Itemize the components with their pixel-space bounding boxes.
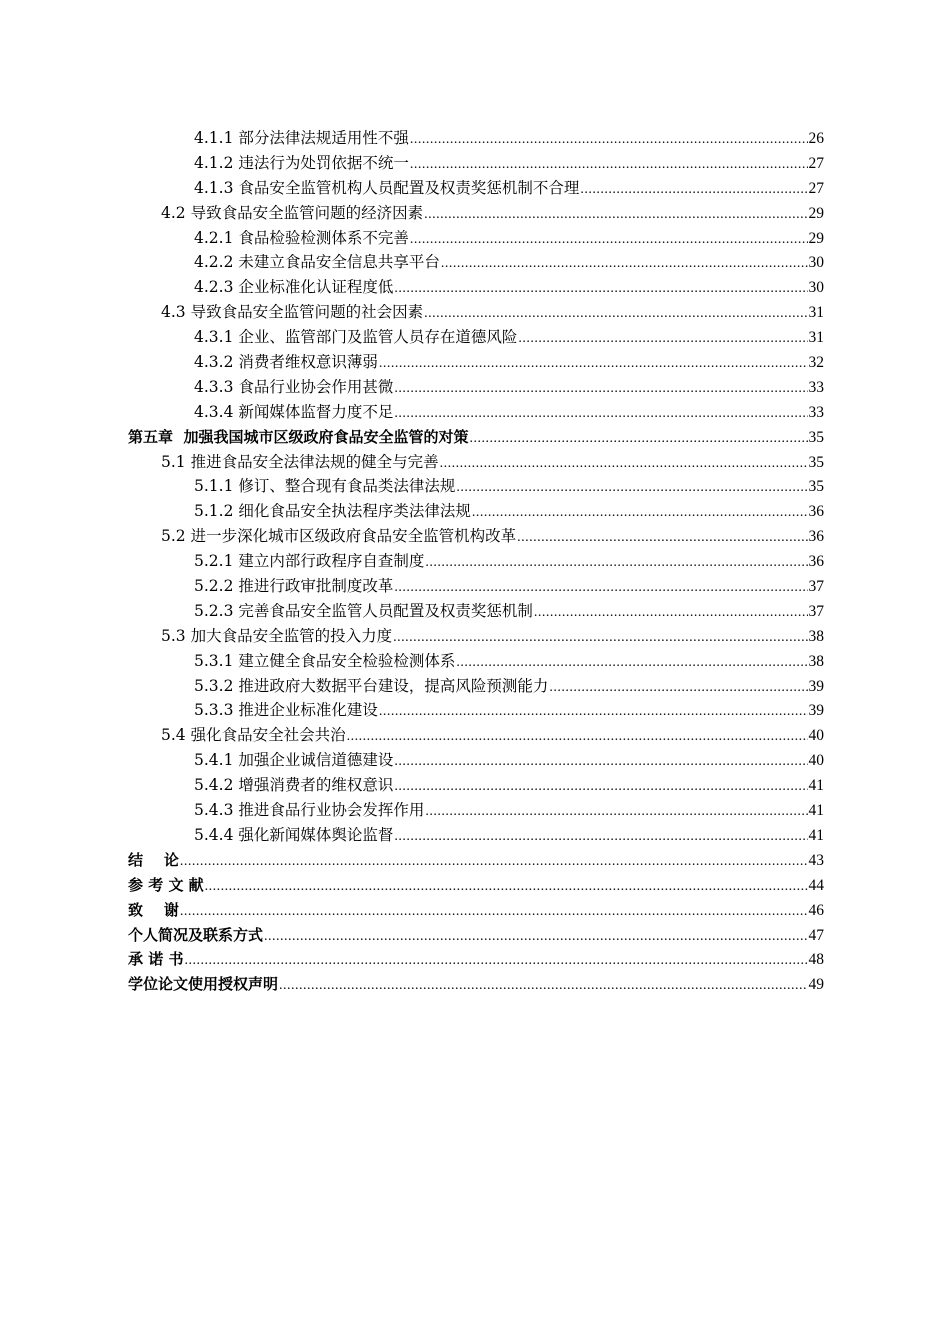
toc-entry-title: 4.1.3 食品安全监管机构人员配置及权责奖惩机制不合理 xyxy=(194,178,580,197)
toc-entry[interactable] xyxy=(128,698,824,723)
toc-entry-page-number: 31 xyxy=(808,304,824,322)
toc-entry-page-number: 44 xyxy=(808,876,824,894)
toc-entry-page-number: 38 xyxy=(808,652,824,670)
toc-entry-title: 5.3 加大食品安全监管的投入力度 xyxy=(161,626,393,645)
toc-dot-leader xyxy=(379,700,808,725)
toc-entry[interactable] xyxy=(128,499,824,524)
toc-entry[interactable] xyxy=(128,400,824,425)
toc-entry-page-number: 39 xyxy=(808,702,824,720)
toc-entry-page-number: 30 xyxy=(808,254,824,272)
toc-entry-title: 5.3.1 建立健全食品安全检验检测体系 xyxy=(194,651,456,670)
toc-entry[interactable] xyxy=(128,574,824,599)
toc-dot-leader xyxy=(456,651,807,676)
toc-entry-page-number: 37 xyxy=(808,602,824,620)
toc-entry[interactable] xyxy=(128,524,824,549)
toc-entry[interactable] xyxy=(128,748,824,773)
toc-entry-page-number: 48 xyxy=(808,951,824,969)
toc-dot-leader xyxy=(394,377,807,402)
toc-entry-page-number: 27 xyxy=(808,179,824,197)
toc-entry[interactable] xyxy=(128,873,824,898)
toc-dot-leader xyxy=(264,925,807,950)
toc-dot-leader xyxy=(394,277,807,302)
toc-entry-page-number: 43 xyxy=(808,851,824,869)
toc-dot-leader xyxy=(347,725,808,750)
toc-dot-leader xyxy=(517,526,807,551)
toc-entry[interactable] xyxy=(128,599,824,624)
toc-dot-leader xyxy=(472,501,808,526)
toc-entry[interactable] xyxy=(128,848,824,873)
toc-entry-page-number: 36 xyxy=(808,528,824,546)
toc-entry-page-number: 29 xyxy=(808,204,824,222)
toc-entry[interactable] xyxy=(128,300,824,325)
toc-entry-title: 4.2 导致食品安全监管问题的经济因素 xyxy=(161,203,424,222)
toc-dot-leader xyxy=(410,128,808,153)
toc-entry-title: 5.1.1 修订、整合现有食品类法律法规 xyxy=(194,477,456,496)
toc-entry[interactable] xyxy=(128,151,824,176)
toc-entry[interactable] xyxy=(128,275,824,300)
toc-entry-title: 4.2.2 未建立食品安全信息共享平台 xyxy=(194,253,440,272)
toc-entry-page-number: 41 xyxy=(808,802,824,820)
toc-dot-leader xyxy=(394,750,807,775)
toc-dot-leader xyxy=(205,875,808,900)
toc-dot-leader xyxy=(379,352,808,377)
toc-entry-title: 承 诺 书 xyxy=(128,950,184,969)
toc-entry[interactable] xyxy=(128,649,824,674)
toc-dot-leader xyxy=(456,476,807,501)
toc-entry-page-number: 35 xyxy=(808,478,824,496)
toc-entry-title: 4.3.3 食品行业协会作用甚微 xyxy=(194,377,394,396)
toc-dot-leader xyxy=(518,327,807,352)
toc-dot-leader xyxy=(180,850,808,875)
toc-entry-page-number: 33 xyxy=(808,378,824,396)
toc-entry-title: 4.3 导致食品安全监管问题的社会因素 xyxy=(161,303,424,322)
toc-entry-page-number: 39 xyxy=(808,677,824,695)
toc-entry[interactable] xyxy=(128,126,824,151)
toc-dot-leader xyxy=(549,676,807,701)
toc-entry-page-number: 40 xyxy=(808,752,824,770)
toc-entry-title: 5.4.2 增强消费者的维权意识 xyxy=(194,776,394,795)
toc-dot-leader xyxy=(580,178,807,203)
toc-dot-leader xyxy=(394,775,807,800)
toc-entry-page-number: 27 xyxy=(808,154,824,172)
toc-dot-leader xyxy=(440,452,808,477)
toc-entry-title: 5.1 推进食品安全法律法规的健全与完善 xyxy=(161,452,439,471)
toc-entry[interactable] xyxy=(128,773,824,798)
toc-entry-page-number: 29 xyxy=(808,229,824,247)
toc-entry-title: 致 谢 xyxy=(128,900,179,919)
toc-entry-title: 5.2.3 完善食品安全监管人员配置及权责奖惩机制 xyxy=(194,601,533,620)
toc-entry-page-number: 35 xyxy=(808,453,824,471)
toc-dot-leader xyxy=(424,203,807,228)
toc-entry[interactable] xyxy=(128,176,824,201)
toc-entry-page-number: 30 xyxy=(808,279,824,297)
toc-entry-title: 第五章 加强我国城市区级政府食品安全监管的对策 xyxy=(128,427,469,446)
toc-entry-page-number: 46 xyxy=(808,901,824,919)
toc-entry[interactable] xyxy=(128,972,824,997)
toc-entry-title: 5.2.1 建立内部行政程序自查制度 xyxy=(194,552,425,571)
toc-dot-leader xyxy=(425,551,807,576)
toc-entry-title: 4.3.4 新闻媒体监督力度不足 xyxy=(194,402,394,421)
toc-entry-title: 4.2.1 食品检验检测体系不完善 xyxy=(194,228,409,247)
toc-entry-title: 4.3.2 消费者维权意识薄弱 xyxy=(194,353,378,372)
toc-dot-leader xyxy=(393,626,807,651)
toc-entry-page-number: 36 xyxy=(808,503,824,521)
toc-dot-leader xyxy=(410,228,808,253)
toc-entry-title: 5.4.1 加强企业诚信道德建设 xyxy=(194,751,394,770)
toc-entry-title: 4.1.2 违法行为处罚依据不统一 xyxy=(194,153,409,172)
toc-entry-title: 学位论文使用授权声明 xyxy=(128,975,279,994)
toc-entry[interactable] xyxy=(128,823,824,848)
toc-entry-title: 个人简况及联系方式 xyxy=(128,925,264,944)
toc-entry-page-number: 33 xyxy=(808,403,824,421)
toc-entry-page-number: 36 xyxy=(808,553,824,571)
table-of-contents xyxy=(128,126,824,997)
toc-entry[interactable] xyxy=(128,549,824,574)
toc-dot-leader xyxy=(441,252,808,277)
toc-entry[interactable] xyxy=(128,798,824,823)
toc-entry-page-number: 41 xyxy=(808,777,824,795)
toc-entry[interactable] xyxy=(128,325,824,350)
toc-dot-leader xyxy=(180,900,808,925)
toc-dot-leader xyxy=(410,153,808,178)
toc-entry-page-number: 47 xyxy=(808,926,824,944)
toc-entry-title: 5.3.2 推进政府大数据平台建设，提高风险预测能力 xyxy=(194,676,549,695)
toc-entry-title: 结 论 xyxy=(128,850,179,869)
toc-entry-page-number: 35 xyxy=(808,428,824,446)
toc-dot-leader xyxy=(394,825,807,850)
toc-entry[interactable] xyxy=(128,425,824,450)
toc-entry[interactable] xyxy=(128,923,824,948)
toc-entry-page-number: 40 xyxy=(808,727,824,745)
toc-entry[interactable] xyxy=(128,474,824,499)
toc-entry-title: 4.3.1 企业、监管部门及监管人员存在道德风险 xyxy=(194,328,518,347)
toc-entry-title: 5.2 进一步深化城市区级政府食品安全监管机构改革 xyxy=(161,527,517,546)
toc-entry-title: 4.2.3 企业标准化认证程度低 xyxy=(194,278,394,297)
toc-entry-page-number: 38 xyxy=(808,627,824,645)
toc-dot-leader xyxy=(394,402,807,427)
toc-entry-page-number: 32 xyxy=(808,354,824,372)
toc-entry[interactable] xyxy=(128,350,824,375)
toc-entry-title: 5.3.3 推进企业标准化建设 xyxy=(194,701,378,720)
toc-dot-leader xyxy=(534,601,808,626)
toc-entry-page-number: 26 xyxy=(808,130,824,147)
toc-entry-title: 5.4.4 强化新闻媒体舆论监督 xyxy=(194,825,394,844)
toc-entry-title: 5.2.2 推进行政审批制度改革 xyxy=(194,577,394,596)
toc-entry-title: 5.4 强化食品安全社会共治 xyxy=(161,726,346,745)
toc-entry[interactable] xyxy=(128,201,824,226)
toc-entry[interactable] xyxy=(128,947,824,972)
toc-entry-title: 5.4.3 推进食品行业协会发挥作用 xyxy=(194,801,425,820)
toc-entry[interactable] xyxy=(128,624,824,649)
toc-entry[interactable] xyxy=(128,226,824,251)
toc-dot-leader xyxy=(469,427,807,452)
toc-entry[interactable] xyxy=(128,250,824,275)
toc-entry[interactable] xyxy=(128,723,824,748)
toc-entry[interactable] xyxy=(128,375,824,400)
toc-entry-title: 参 考 文 献 xyxy=(128,875,204,894)
toc-entry-title: 4.1.1 部分法律法规适用性不强 xyxy=(194,129,409,147)
toc-entry-title: 5.1.2 细化食品安全执法程序类法律法规 xyxy=(194,502,471,521)
toc-entry-page-number: 37 xyxy=(808,578,824,596)
toc-dot-leader xyxy=(394,576,807,601)
toc-dot-leader xyxy=(424,302,807,327)
toc-entry-page-number: 49 xyxy=(808,976,824,994)
toc-dot-leader xyxy=(425,800,807,825)
toc-entry[interactable] xyxy=(128,450,824,475)
toc-entry-page-number: 41 xyxy=(808,826,824,844)
toc-entry[interactable] xyxy=(128,898,824,923)
toc-dot-leader xyxy=(184,949,807,974)
toc-entry[interactable] xyxy=(128,674,824,699)
toc-dot-leader xyxy=(279,974,807,999)
toc-entry-page-number: 31 xyxy=(808,329,824,347)
